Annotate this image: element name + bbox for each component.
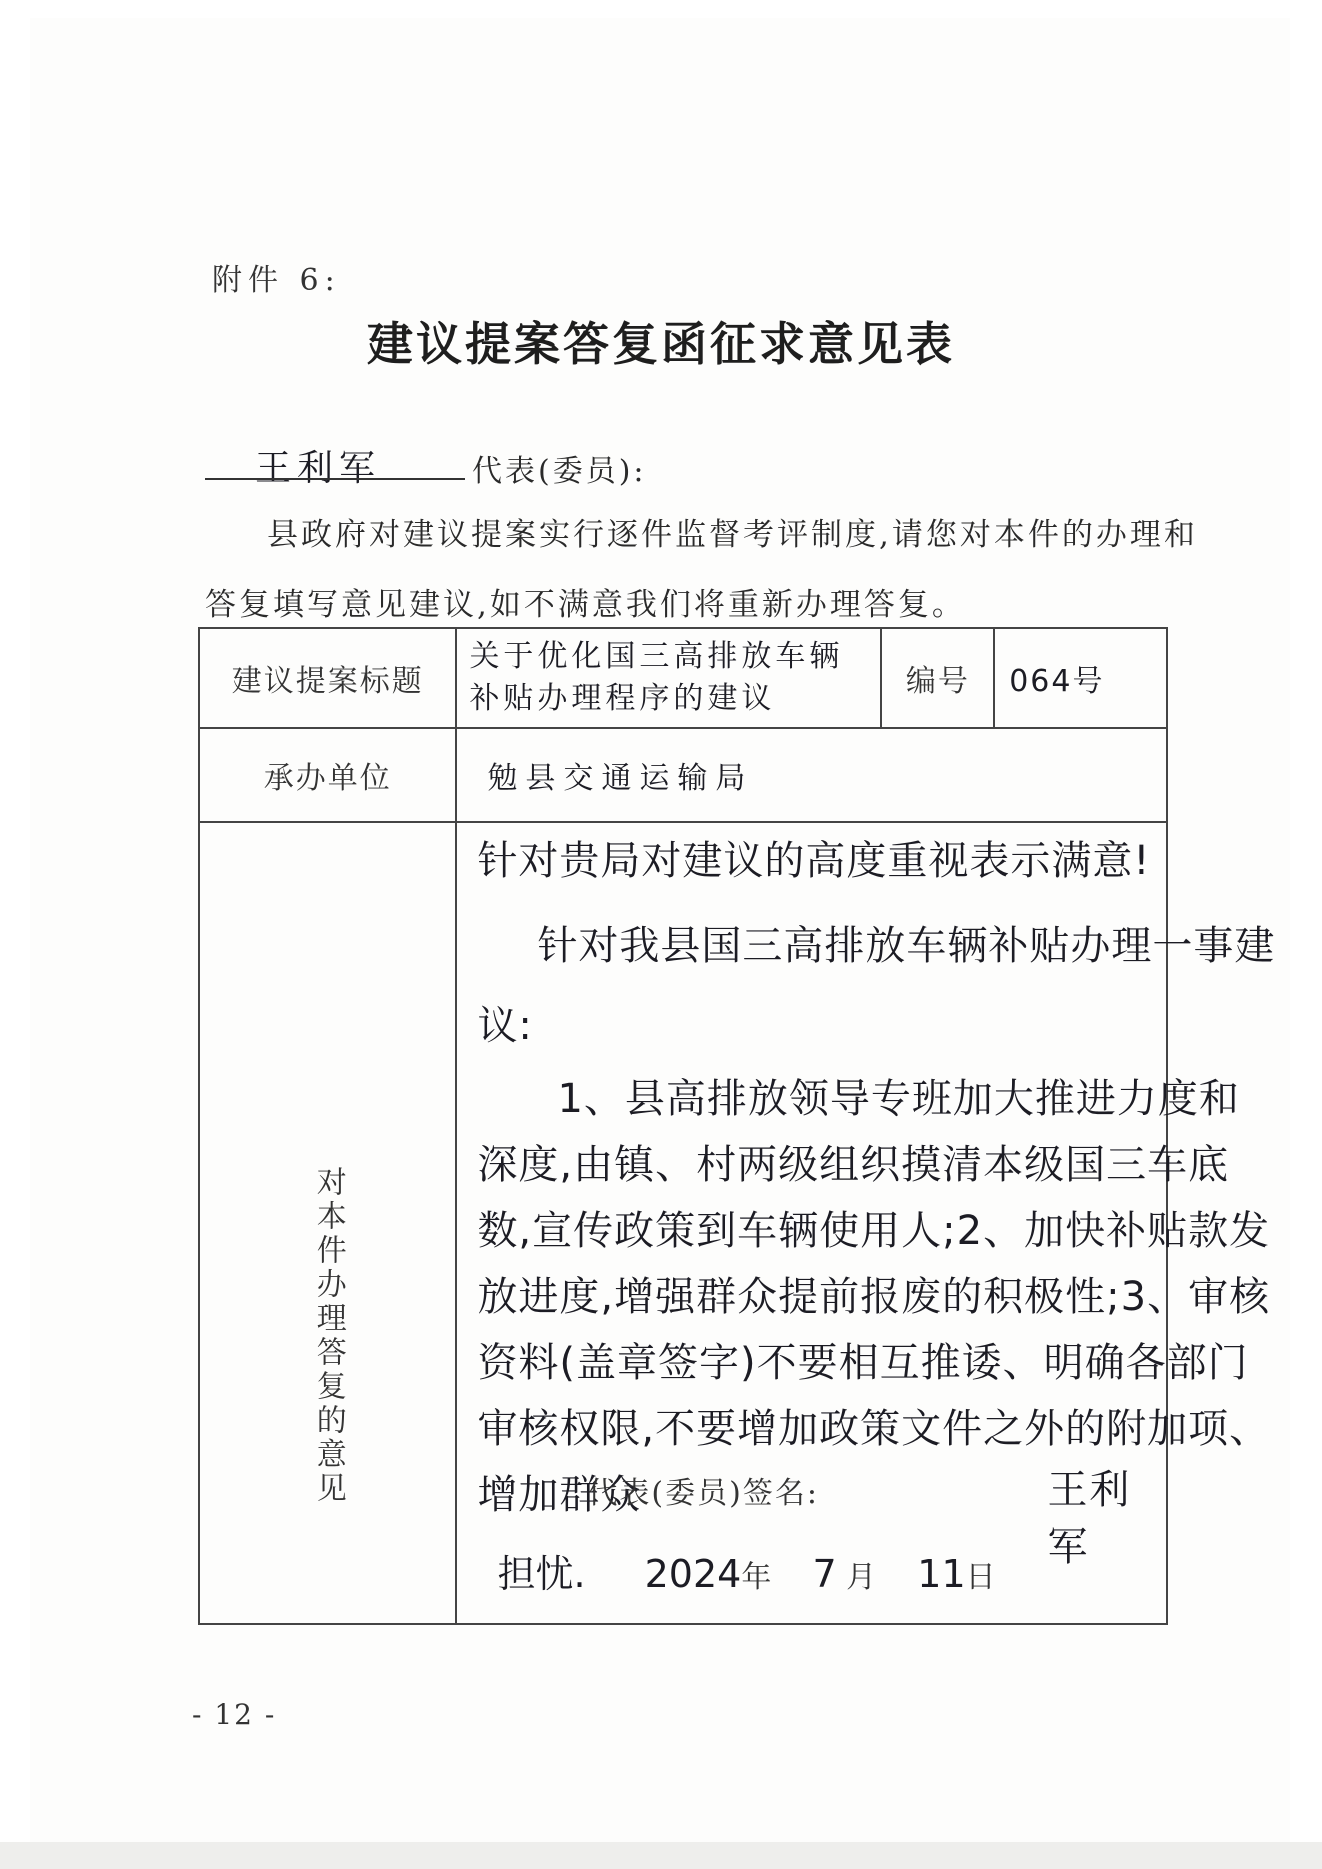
date-day-unit: 日 bbox=[965, 1560, 996, 1595]
unit-row bbox=[199, 728, 1167, 822]
subject-row bbox=[199, 628, 1167, 728]
trailing-word: 担忧. bbox=[497, 1552, 586, 1596]
scan-edge bbox=[0, 1842, 1322, 1869]
opinion-paragraph-1: 针对贵局对建议的高度重视表示满意! bbox=[477, 838, 1151, 884]
date-row bbox=[497, 1543, 995, 1598]
unit-label: 承办单位 bbox=[199, 728, 456, 822]
opinion-paragraph-3: 1、县高排放领导专班加大推进力度和深度,由镇、村两级组织摸清本级国三车底数,宣传政策到车辆使用人;2、加快补贴款发放进度,增强群众提前报废的积极性;3、审核资料(盖章签字)不要相互推诿、明确各部门审核权限,不要增加政策文件之外的附加项、增加群众 bbox=[477, 1076, 1271, 1518]
signature-value: 王利军 bbox=[1047, 1467, 1132, 1570]
date-year-unit: 年 bbox=[741, 1560, 772, 1595]
feedback-form-table bbox=[198, 627, 1276, 1625]
date-day: 11 bbox=[917, 1552, 966, 1596]
opinion-row bbox=[199, 822, 1167, 1624]
opinion-label: 对本件办理答复的意见 bbox=[310, 1165, 346, 1506]
unit-value: 勉县交通运输局 bbox=[456, 728, 1167, 822]
subject-value-line-2: 补贴办理程序的建议 bbox=[469, 681, 776, 716]
opinion-paragraph-2: 针对我县国三高排放车辆补贴办理一事建议: bbox=[477, 923, 1276, 1049]
opinion-label-cell bbox=[199, 822, 456, 1624]
addressee-underline bbox=[205, 478, 465, 480]
subject-value bbox=[456, 628, 881, 728]
addressee-suffix: 代表(委员): bbox=[472, 454, 647, 489]
intro-paragraph: 县政府对建议提案实行逐件监督考评制度,请您对本件的办理和答复填写意见建议,如不满意我们将重新办理答复。 bbox=[205, 517, 1198, 623]
opinion-text bbox=[477, 828, 1277, 1528]
opinion-cell bbox=[456, 822, 1276, 1624]
form-title: 建议提案答复函征求意见表 bbox=[367, 317, 955, 371]
attachment-label: 附件 6: bbox=[212, 263, 341, 298]
addressee-name: 王利军 bbox=[255, 448, 382, 489]
subject-value-line-1: 关于优化国三高排放车辆 bbox=[469, 639, 844, 674]
number-label: 编号 bbox=[881, 628, 994, 728]
page-number: - 12 - bbox=[192, 1698, 277, 1731]
number-value: 064号 bbox=[994, 628, 1167, 728]
date-month: 7 bbox=[812, 1552, 837, 1596]
date-month-unit: 月 bbox=[846, 1560, 877, 1595]
subject-label: 建议提案标题 bbox=[199, 628, 456, 728]
date-year: 2024 bbox=[644, 1552, 742, 1596]
signature-label: 代表(委员)签名: bbox=[587, 1476, 819, 1511]
